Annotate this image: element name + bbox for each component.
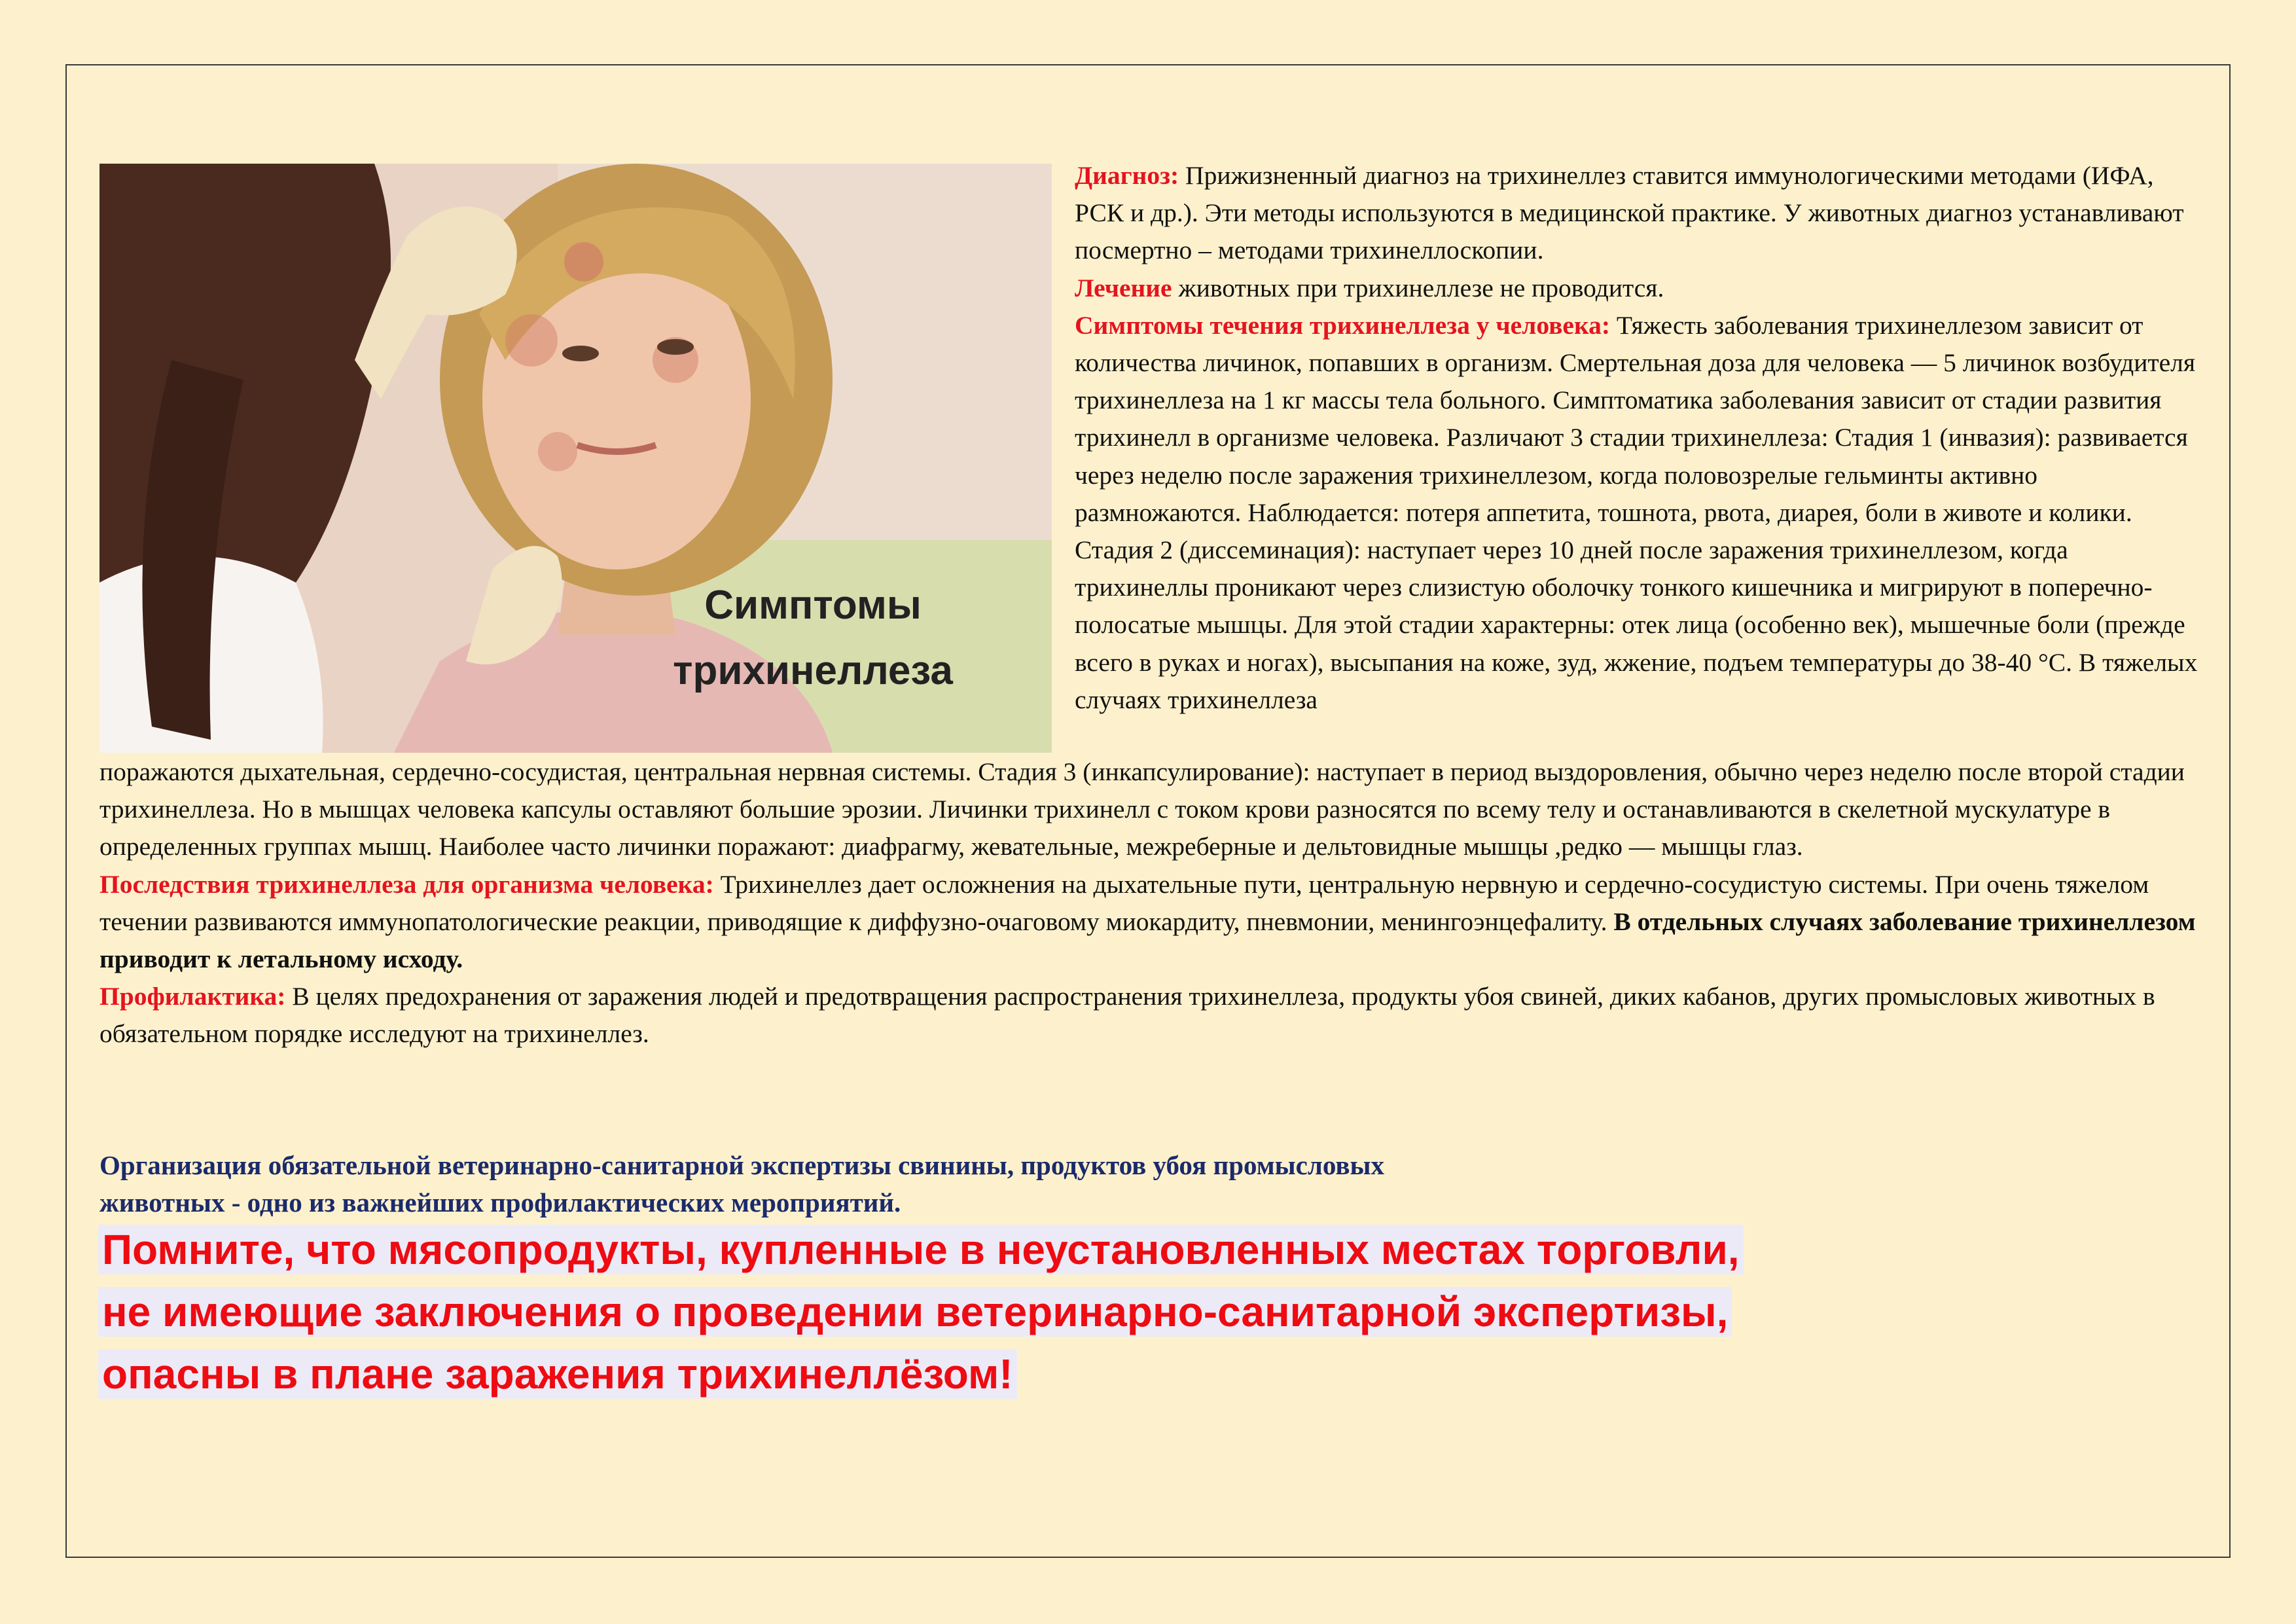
warning-line3: опасны в плане заражения трихинеллёзом! — [98, 1349, 1017, 1399]
symptoms-label: Симптомы течения трихинеллеза у человека: — [1075, 310, 1611, 340]
top-text-block — [1075, 157, 2198, 719]
warning-line2: не имеющие заключения о проведении ветеринарно-санитарной экспертизы, — [98, 1287, 1732, 1337]
warning-alert — [98, 1219, 2160, 1405]
stage2-paragraph: Стадия 2 (диссеминация): наступает через 10 дней после заражения трихинеллезом, когда трихинеллы проникают через слизистую оболочку тонкого кишечника и мигрируют в поперечно-полосатые мышцы. Для этой стадии характерны: отек лица (особенно век), мышечные боли (прежде всего в руках и ногах), высыпания на коже, зуд, жжение, подъем температуры до 38-40 °С. В тяжелых случаях трихинеллеза — [1075, 535, 2198, 714]
prevention-text: В целях предохранения от заражения людей и предотвращения распространения трихинеллеза, продукты убоя свиней, диких кабанов, других промысловых животных в обязательном порядке исследуют на трихинеллез. — [99, 982, 2155, 1049]
consequences-text: Трихинеллез дает осложнения на дыхательные пути, центральную нервную и сердечно-сосудистую системы. При очень тяжелом течении развиваются иммунопатологические реакции, приводящие к диффузно-очаговому миокардиту, пневмонии, менингоэнцефалиту. — [99, 869, 2149, 936]
treatment-label: Лечение — [1075, 273, 1172, 302]
consequences-paragraph — [99, 866, 2227, 979]
image-caption-line2: трихинеллеза — [673, 648, 953, 693]
symptoms-paragraph — [1075, 307, 2198, 532]
stage3-paragraph: поражаются дыхательная, сердечно-сосудистая, центральная нервная системы. Стадия 3 (инкапсулирование): наступает в период выздоровления, обычно через неделю после второй стадии трихинеллеза. Но в мышцах человека капсулы оставляют большие эрозии. Личинки трихинелл с током крови разносятся по всему телу и останавливаются в скелетной мускулатуре в определенных группах мышц. Наиболее часто личинки поражают: диафрагму, жевательные, межреберные и дельтовидные мышцы ,редко — мышцы глаз. — [99, 757, 2185, 861]
prevention-label: Профилактика: — [99, 982, 286, 1011]
consequences-label: Последствия трихинеллеза для организма человека: — [99, 869, 714, 899]
symptoms-text: Тяжесть заболевания трихинеллезом зависит от количества личинок, попавших в организм. Смертельная доза для человека — 5 личинок возбудителя трихинеллеза на 1 кг массы тела больного. Симптоматика заболевания зависит от стадии развития трихинелл в организме человека. Различают 3 стадии трихинеллеза: Стадия 1 (инвазия): развивается через неделю после заражения трихинеллезом, когда половозрелые гельминты активно размножаются. Наблюдается: потеря аппетита, тошнота, рвота, диарея, боли в животе и колики. — [1075, 310, 2196, 527]
image-caption-line1: Симптомы — [704, 583, 922, 628]
diagnosis-label: Диагноз: — [1075, 161, 1179, 190]
consequences-bold-text: В отдельных случаях заболевание трихинеллезом приводит к летальному исходу. — [99, 907, 2196, 974]
symptoms-photo — [99, 164, 1052, 753]
veterinary-notice-line2: животных - одно из важнейших профилактических мероприятий. — [99, 1187, 901, 1218]
diagnosis-paragraph — [1075, 157, 2198, 270]
diagnosis-text: Прижизненный диагноз на трихинеллез ставится иммунологическими методами (ИФА, РСК и др.). Эти методы используются в медицинской практике. У животных диагноз устанавливают посмертно – методами трихинеллоскопии. — [1075, 161, 2184, 265]
veterinary-notice — [99, 1147, 1867, 1221]
doctor-patient-illustration — [99, 164, 1052, 753]
warning-line1: Помните, что мясопродукты, купленные в неустановленных местах торговли, — [98, 1225, 1744, 1274]
treatment-paragraph — [1075, 270, 2198, 307]
veterinary-notice-line1: Организация обязательной ветеринарно-санитарной экспертизы свинины, продуктов убоя промысловых — [99, 1150, 1384, 1180]
body-text-block — [99, 753, 2227, 1053]
treatment-text: животных при трихинеллезе не проводится. — [1172, 273, 1664, 302]
prevention-paragraph — [99, 978, 2227, 1053]
